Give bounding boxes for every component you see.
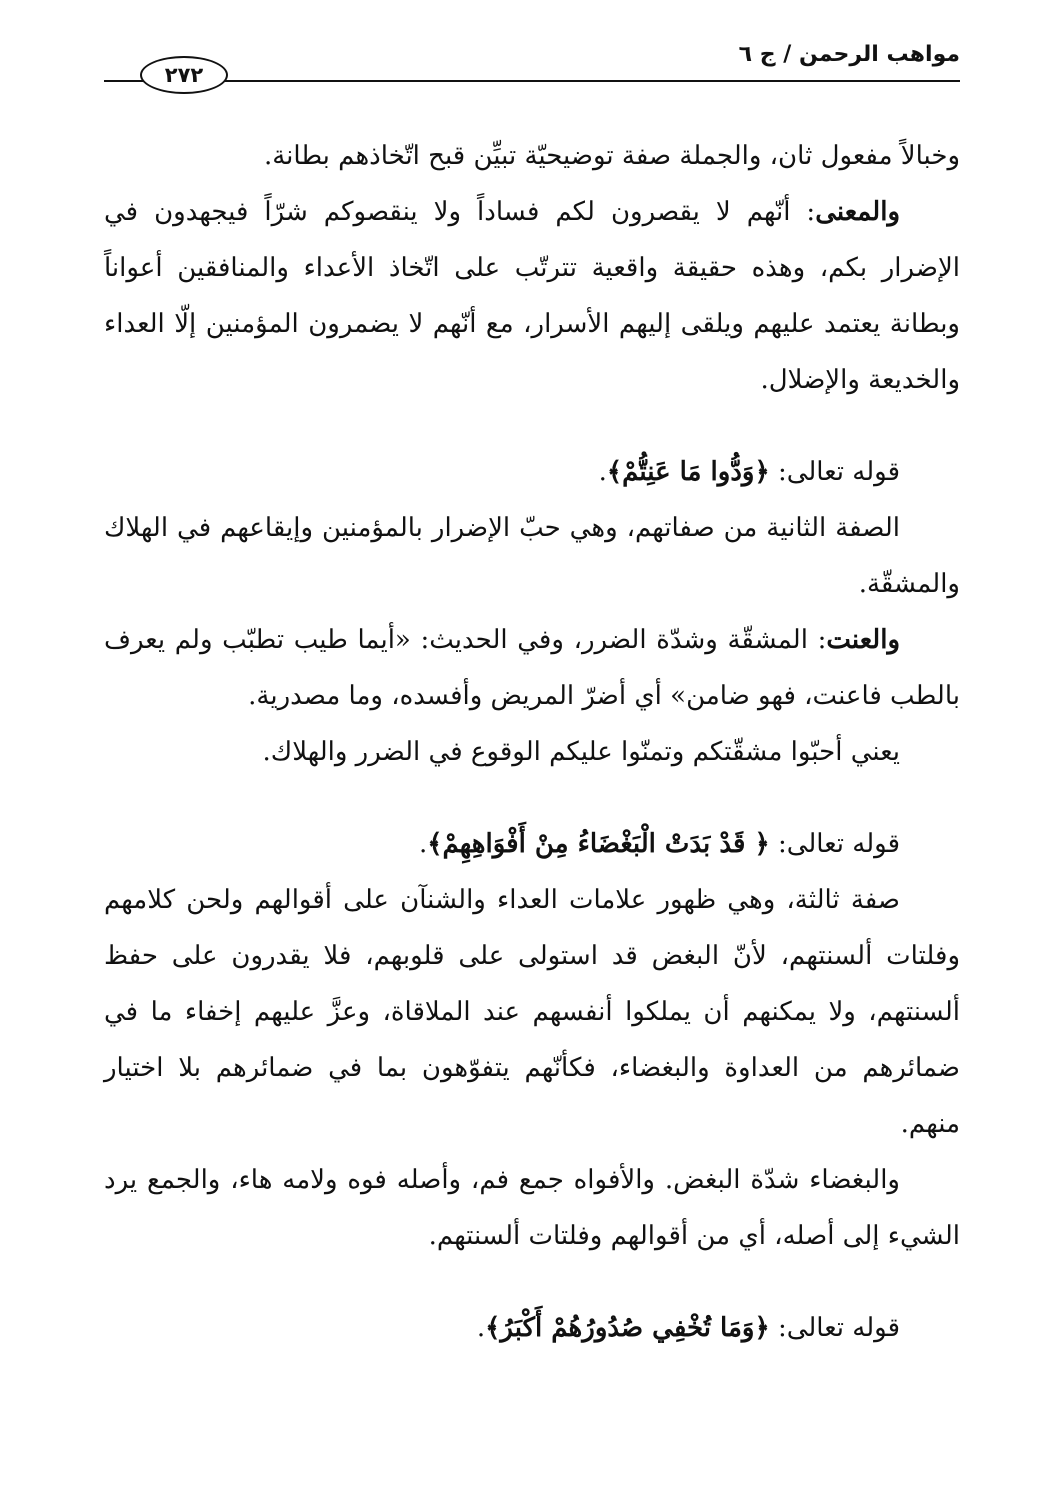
verse-text: ﴿وَمَا تُخْفِي صُدُورُهُمْ أَكْبَرُ﴾: [485, 1313, 770, 1343]
paragraph-definition: [104, 612, 960, 724]
quote-prefix: قوله تعالى:: [769, 1313, 900, 1343]
quote-suffix: .: [476, 1313, 486, 1343]
quran-quote: [104, 444, 960, 500]
page-header: [104, 38, 960, 96]
page-number: ٢٧٢: [140, 56, 228, 94]
running-title: مواهب الرحمن / ج ٦: [738, 42, 960, 67]
quran-quote: [104, 816, 960, 872]
term-label: والمعنى: [815, 197, 900, 227]
paragraph-text: : أنّهم لا يقصرون لكم فساداً ولا ينقصوكم شرّاً فيجهدون في الإضرار بكم، وهذه حقيقة واقعية تترتّب على اتّخاذ الأعداء والمنافقين أعواناً وبطانة يعتمد عليهم ويلقى إليهم الأسرار، مع أنّهم لا يضمرون المؤمنين إلّا العداء والخديعة والإضلال.: [104, 197, 960, 395]
verse-text: ﴿ قَدْ بَدَتْ الْبَغْضَاءُ مِنْ أَفْوَاهِهِمْ﴾: [427, 829, 770, 859]
paragraph: وخبالاً مفعول ثان، والجملة صفة توضيحيّة تبيِّن قبح اتّخاذهم بطانة.: [263, 141, 960, 171]
paragraph-text: : المشقّة وشدّة الضرر، وفي الحديث: «أيما طيب تطبّب ولم يعرف بالطب فاعنت، فهو ضامن» أي أضرّ المريض وأفسده، وما مصدرية.: [104, 625, 960, 711]
verse-text: ﴿وَدُّوا مَا عَنِتُّمْ﴾: [606, 457, 770, 487]
quran-quote: [104, 1300, 960, 1356]
paragraph: صفة ثالثة، وهي ظهور علامات العداء والشنآن على أقوالهم ولحن كلامهم وفلتات ألسنتهم، لأنّ البغض قد استولى على قلوبهم، فلا يقدرون على حفظ ألسنتهم، ولا يمكنهم أن يملكوا أنفسهم عند الملاقاة، وعزَّ عليهم إخفاء ما في ضمائرهم من العداوة والبغضاء، فكأنّهم يتفوّهون بما في ضمائرهم بلا اختيار منهم.: [104, 885, 960, 1139]
paragraph: يعني أحبّوا مشقّتكم وتمنّوا عليكم الوقوع في الضرر والهلاك.: [262, 737, 900, 767]
quote-suffix: .: [419, 829, 428, 859]
paragraph: الصفة الثانية من صفاتهم، وهي حبّ الإضرار بالمؤمنين وإيقاعهم في الهلاك والمشقّة.: [104, 513, 960, 599]
term-label: والعنت: [826, 625, 900, 655]
paragraph: والبغضاء شدّة البغض. والأفواه جمع فم، وأصله فوه ولامه هاء، والجمع يرد الشيء إلى أصله، أي من أقوالهم وفلتات ألسنتهم.: [104, 1165, 960, 1251]
paragraph-meaning: [104, 184, 960, 408]
quote-suffix: .: [598, 457, 607, 487]
header-rule: [104, 80, 960, 82]
quote-prefix: قوله تعالى:: [769, 457, 900, 487]
page-body: [104, 128, 960, 1356]
quote-prefix: قوله تعالى:: [769, 829, 900, 859]
